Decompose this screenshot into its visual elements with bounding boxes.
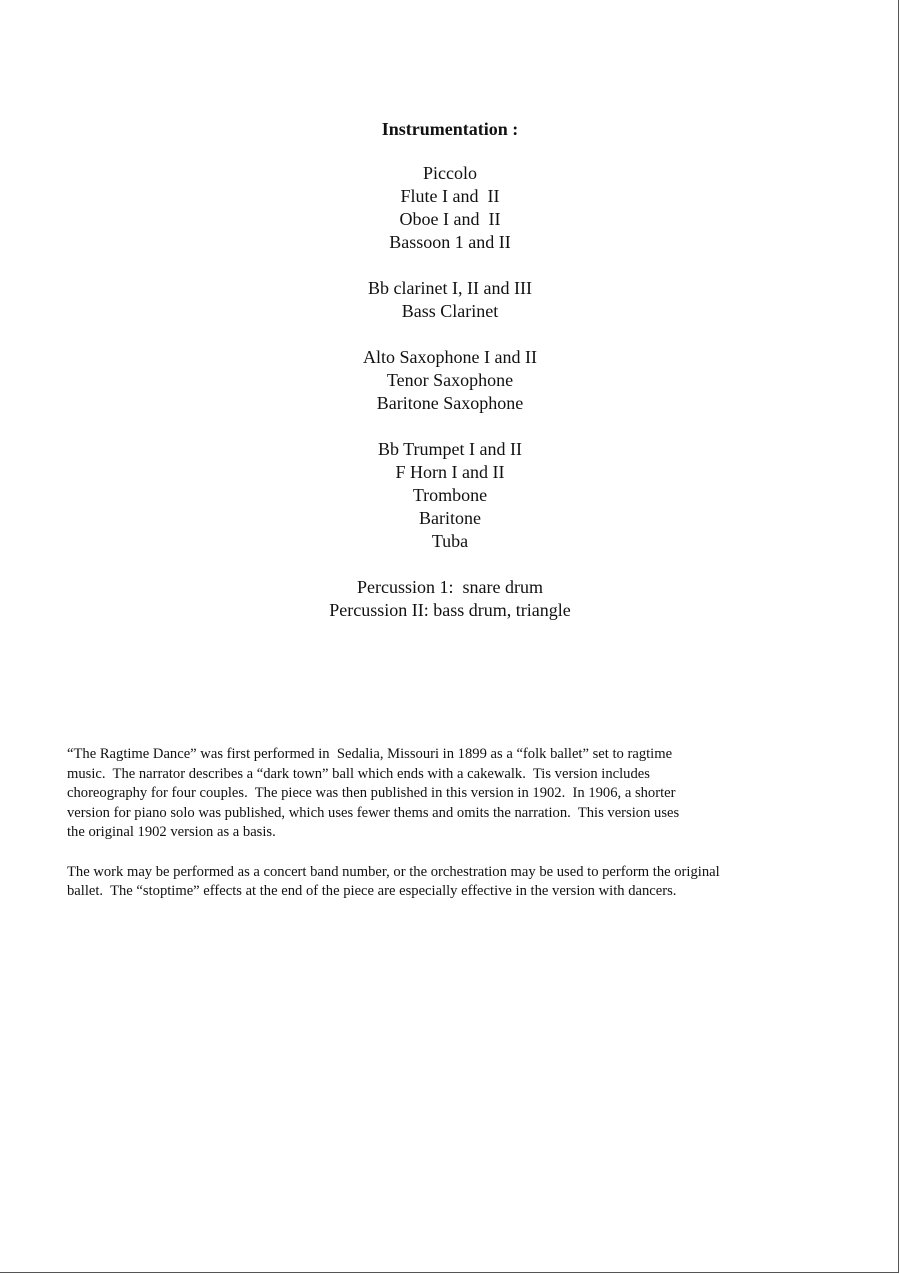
saxophones-group — [0, 346, 900, 415]
instrument-line: Flute I and II — [400, 186, 500, 206]
text-line: choreography for four couples. The piece was then published in this version in 1902. In 1906, a shorter — [67, 785, 676, 802]
percussion-group — [0, 576, 900, 622]
instrument-line: Tuba — [431, 531, 469, 551]
instrument-line: Bass Clarinet — [401, 301, 499, 321]
instrument-line: Trombone — [412, 485, 488, 505]
history-paragraph — [67, 745, 857, 843]
brass-group — [0, 438, 900, 553]
instrument-line: F Horn I and II — [395, 462, 505, 482]
instrument-line: Alto Saxophone I and II — [363, 347, 537, 367]
instrumentation-heading: Instrumentation : — [381, 119, 519, 139]
text-line: The work may be performed as a concert band number, or the orchestration may be used to perform the original — [67, 863, 720, 880]
clarinets-group — [0, 277, 900, 323]
instrument-line: Percussion II: bass drum, triangle — [329, 600, 571, 620]
instrument-line: Bb Trumpet I and II — [378, 439, 522, 459]
woodwinds-group — [0, 162, 900, 254]
text-line: ballet. The “stoptime” effects at the end of the piece are especially effective in the version with dancers. — [67, 883, 677, 900]
program-notes — [67, 745, 857, 921]
text-line: music. The narrator describes a “dark town” ball which ends with a cakewalk. Tis version includes — [67, 765, 650, 782]
instrument-line: Percussion 1: snare drum — [357, 577, 543, 597]
instrument-line: Baritone Saxophone — [376, 393, 524, 413]
text-line: the original 1902 version as a basis. — [67, 824, 276, 841]
instrument-line: Bassoon 1 and II — [389, 232, 511, 252]
instrument-line: Tenor Saxophone — [386, 370, 514, 390]
instrument-line: Baritone — [419, 508, 481, 528]
instrument-line: Bb clarinet I, II and III — [368, 278, 532, 298]
instrument-list — [0, 162, 900, 645]
text-line: “The Ragtime Dance” was first performed in Sedalia, Missouri in 1899 as a “folk ballet” set to ragtime — [67, 746, 673, 762]
instrument-line: Piccolo — [423, 163, 477, 183]
instrument-line: Oboe I and II — [399, 209, 501, 229]
performance-paragraph — [67, 863, 857, 902]
text-line: version for piano solo was published, which uses fewer thems and omits the narration. This version uses — [67, 804, 680, 821]
